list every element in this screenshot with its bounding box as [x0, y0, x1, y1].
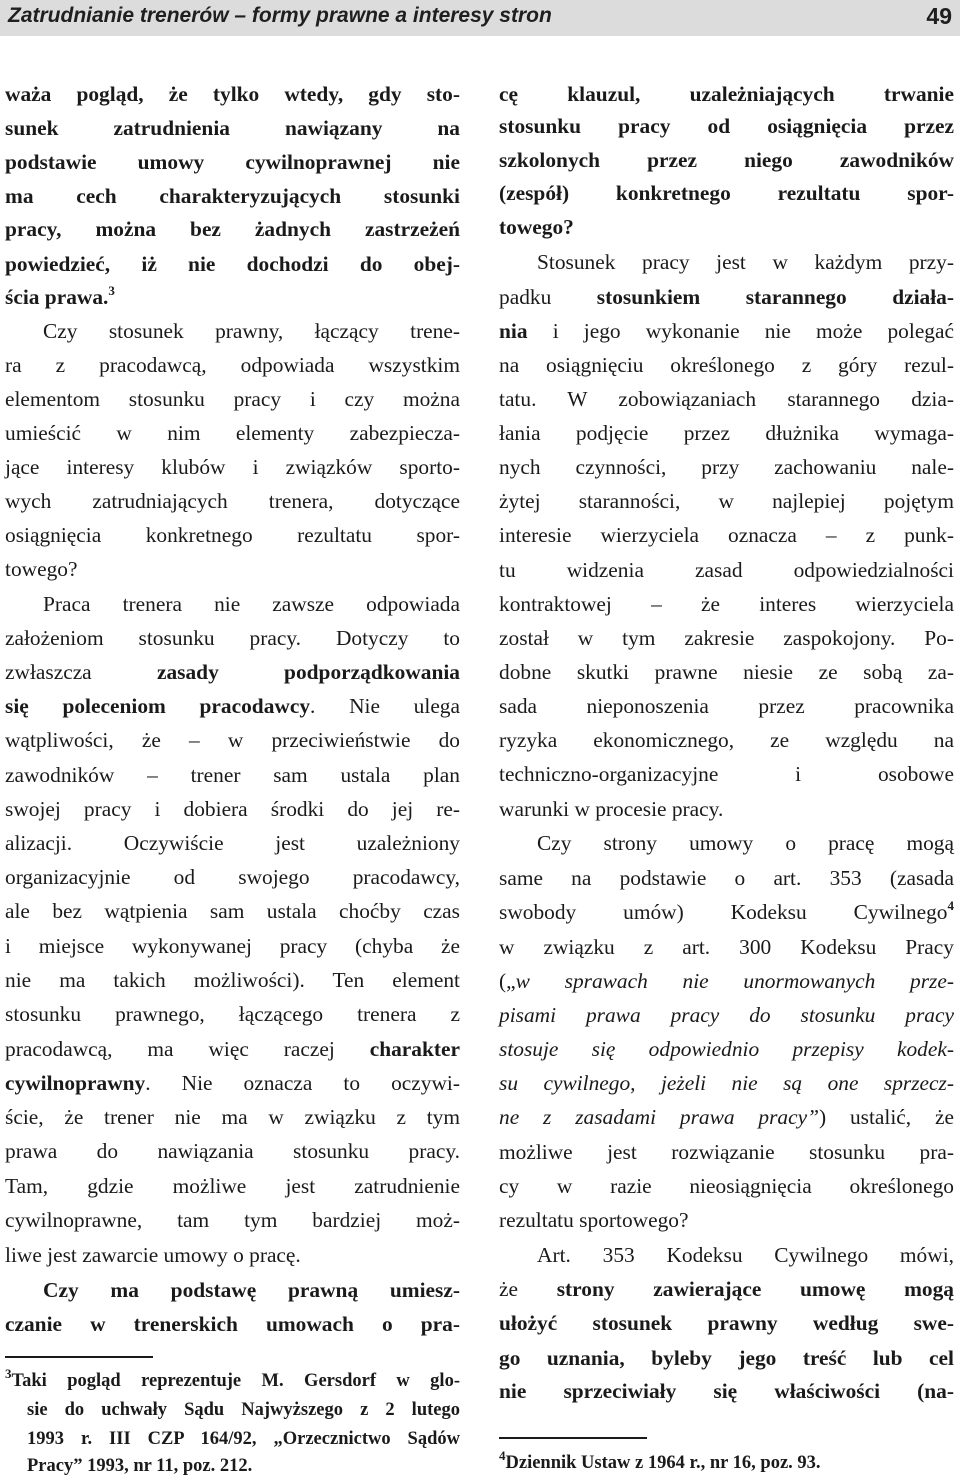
text-run: osiągnięcia konkretnego rezultatu spor- [5, 523, 460, 547]
text-run: kontraktowej – że interes wierzyciela [499, 592, 954, 616]
text-line [5, 212, 460, 246]
text-line [499, 998, 954, 1032]
text-run: prawa do nawiązania stosunku pracy. [5, 1139, 460, 1163]
text-run: same na podstawie o art. 353 (zasada [499, 866, 954, 890]
text-run: . Nie ulega [310, 694, 460, 718]
text-line [499, 77, 954, 111]
footnote-number: 4 [499, 1448, 506, 1463]
bold-text: go uznania, byleby jego treść lub cel [499, 1346, 954, 1370]
text-line [5, 484, 460, 518]
bold-text: sunek zatrudnienia nawiązany na [5, 116, 460, 140]
text-run: organizacyjnie od swojego pracodawcy, [5, 865, 460, 889]
text-run: Czy stosunek prawny, łączący trene- [43, 319, 460, 343]
footnote-line [5, 1367, 460, 1396]
text-line [5, 382, 460, 416]
text-run: ) ustalić, że [819, 1105, 954, 1129]
text-line [5, 997, 460, 1031]
text-run: zawodników – trener sam ustala plan [5, 763, 460, 787]
text-line [499, 348, 954, 382]
text-line [5, 552, 460, 586]
text-run: zwłaszcza [5, 660, 157, 684]
footnote-text: Dziennik Ustaw z 1964 r., nr 16, poz. 93. [505, 1453, 821, 1473]
text-line [499, 280, 954, 314]
text-line [5, 1273, 460, 1307]
italic-text: ne z zasadami prawa pracy” [499, 1105, 819, 1129]
text-line [499, 143, 954, 177]
text-run: możliwe jest rozwiązanie stosunku pra- [499, 1140, 954, 1164]
text-line [5, 111, 460, 145]
text-run: został w tym zakresie zaspokojony. Po- [499, 626, 954, 650]
text-line [499, 723, 954, 757]
text-line [499, 1203, 954, 1237]
text-run: pracodawcą, ma więc raczej [5, 1037, 370, 1061]
text-run: żytej staranności, w najlepiej pojętym [499, 489, 954, 513]
footnote-text: 1993 r. III CZP 164/92, „Orzecznictwo Sądów [27, 1429, 460, 1449]
text-run: założeniom stosunku pracy. Dotyczy to [5, 626, 460, 650]
bold-text: szkolonych przez niego zawodników [499, 148, 954, 172]
text-line [499, 245, 954, 279]
text-run: elementom stosunku pracy i czy można [5, 387, 460, 411]
text-line [5, 963, 460, 997]
bold-text: podstawie umowy cywilnoprawnej nie [5, 150, 460, 174]
text-run: wątpliwości, że – w przeciwieństwie do [5, 728, 460, 752]
bold-text: ma cech charakteryzujących stosunki [5, 184, 460, 208]
bold-text: cywilnoprawny [5, 1071, 146, 1095]
bold-text: powiedzieć, iż nie dochodzi do obej- [5, 252, 460, 276]
footnote-line [5, 1452, 460, 1481]
text-line [499, 314, 954, 348]
text-line [499, 792, 954, 826]
text-line [5, 689, 460, 723]
text-run: cywilnoprawne, tam tym bardziej moż- [5, 1208, 460, 1232]
bold-text: Czy ma podstawę prawną umiesz- [43, 1278, 460, 1302]
footnote-line [499, 1449, 954, 1478]
text-run: że [499, 1277, 557, 1301]
text-line [499, 1238, 954, 1272]
text-line [5, 1066, 460, 1100]
text-run: jące interesy klubów i związków sporto- [5, 455, 460, 479]
footnote-text: sie do uchwały Sądu Najwyższego z 2 lutego [27, 1400, 460, 1420]
bold-text: się poleceniom pracodawcy [5, 694, 311, 718]
text-run: tatu. W zobowiązaniach starannego dzia- [499, 387, 954, 411]
bold-text: pracy, można bez żadnych zastrzeżeń [5, 217, 460, 241]
text-line [5, 587, 460, 621]
bold-text: czanie w trenerskich umowach o pra- [5, 1312, 460, 1336]
text-run: i jego wykonanie nie może polegać [527, 319, 954, 343]
text-run: padku [499, 285, 597, 309]
text-line [5, 145, 460, 179]
footnote-text: Taki pogląd reprezentuje M. Gersdorf w glo- [11, 1371, 460, 1391]
text-line [5, 655, 460, 689]
text-line [5, 416, 460, 450]
text-line [499, 450, 954, 484]
text-line [499, 826, 954, 860]
text-run: umieścić w nim elementy zabezpiecza- [5, 421, 460, 445]
text-line [499, 109, 954, 143]
text-line [5, 860, 460, 894]
page-number: 49 [926, 3, 952, 29]
text-line [499, 895, 954, 929]
text-line [499, 1169, 954, 1203]
bold-text: towego? [499, 215, 574, 239]
text-line [499, 1100, 954, 1134]
running-header [0, 0, 960, 36]
text-run: stosunku prawnego, łączącego trenera z [5, 1002, 460, 1026]
text-run: rezultatu sportowego? [499, 1208, 689, 1232]
text-line [5, 179, 460, 213]
text-run: alizacji. Oczywiście jest uzależniony [5, 831, 460, 855]
text-line [499, 176, 954, 210]
bold-text: cę klauzul, uzależniających trwanie [499, 82, 954, 106]
text-line [5, 929, 460, 963]
text-line [499, 655, 954, 689]
text-line [5, 621, 460, 655]
text-line [5, 450, 460, 484]
text-line [499, 1135, 954, 1169]
bold-text: stosunku pracy od osiągnięcia przez [499, 114, 954, 138]
text-line [5, 348, 460, 382]
text-line [499, 930, 954, 964]
footnote-rule [5, 1356, 153, 1358]
text-run: ale bez wątpienia sam ustala choćby czas [5, 899, 460, 923]
text-run: swojej pracy i dobiera środki do jej re- [5, 797, 460, 821]
text-line [5, 314, 460, 348]
text-run: wych zatrudniających trenera, dotyczące [5, 489, 460, 513]
text-line [499, 587, 954, 621]
text-line [5, 280, 460, 314]
text-line [5, 1032, 460, 1066]
footnote-line [5, 1425, 460, 1454]
text-run: sada nieponoszenia przez pracownika [499, 694, 954, 718]
text-line [499, 210, 954, 244]
bold-text: stosunkiem starannego działa- [596, 285, 954, 309]
footnote-ref: 4 [947, 898, 954, 913]
text-line [5, 1169, 460, 1203]
text-line [499, 382, 954, 416]
text-line [5, 758, 460, 792]
text-run: swobody umów) Kodeksu Cywilnego [499, 900, 948, 924]
bold-text: ścia prawa. [5, 285, 109, 309]
bold-text: strony zawierające umowę mogą [556, 1277, 954, 1301]
text-line [499, 757, 954, 791]
text-line [499, 1341, 954, 1375]
text-line [5, 1307, 460, 1341]
text-run: warunki w procesie pracy. [499, 797, 724, 821]
text-run: nych czynności, przy zachowaniu nale- [499, 455, 954, 479]
text-run: Tam, gdzie możliwe jest zatrudnienie [5, 1174, 460, 1198]
text-run: („ [499, 969, 516, 993]
text-line [5, 894, 460, 928]
text-run: dobne skutki prawne niesie ze sobą za- [499, 660, 954, 684]
text-run: interesie wierzyciela oznacza – z punk- [499, 523, 954, 547]
text-line [5, 792, 460, 826]
text-run: i miejsce wykonywanej pracy (chyba że [5, 934, 460, 958]
text-run: Czy strony umowy o pracę mogą [537, 831, 954, 855]
text-run: łania podjęcie przez dłużnika wymaga- [499, 421, 954, 445]
footnote-rule [499, 1437, 647, 1439]
text-line [499, 416, 954, 450]
footnote-text: Pracy” 1993, nr 11, poz. 212. [27, 1456, 253, 1476]
text-run: cy w razie nieosiągnięcia określonego [499, 1174, 954, 1198]
text-line [499, 484, 954, 518]
text-run: na osiągnięciu określonego z góry rezul- [499, 353, 954, 377]
italic-text: su cywilnego, jeżeli nie są one sprzecz- [499, 1071, 954, 1095]
text-run: towego? [5, 557, 78, 581]
text-line [499, 553, 954, 587]
text-line [499, 964, 954, 998]
text-line [499, 1306, 954, 1340]
text-line [499, 1272, 954, 1306]
footnote-line [5, 1396, 460, 1425]
text-run: liwe jest zawarcie umowy o pracę. [5, 1243, 301, 1267]
text-line [499, 1032, 954, 1066]
text-run: nie ma takich możliwości). Ten element [5, 968, 460, 992]
bold-text: nie sprzeciwiały się właściwości (na- [499, 1379, 954, 1403]
text-line [5, 1100, 460, 1134]
text-run: ra z pracodawcą, odpowiada wszystkim [5, 353, 460, 377]
text-line [499, 1066, 954, 1100]
text-line [5, 1134, 460, 1168]
bold-text: waża pogląd, że tylko wtedy, gdy sto- [5, 82, 460, 106]
text-line [5, 518, 460, 552]
text-line [5, 77, 460, 111]
text-line [499, 621, 954, 655]
bold-text: charakter [369, 1037, 460, 1061]
italic-text: w sprawach nie unormowanych prze- [515, 969, 954, 993]
text-run: ście, że trener nie ma w związku z tym [5, 1105, 460, 1129]
text-run: . Nie oznacza to oczywi- [145, 1071, 460, 1095]
text-line [5, 1238, 460, 1272]
header-title: Zatrudnianie trenerów – formy prawne a interesy stron [8, 4, 552, 27]
text-line [5, 723, 460, 757]
bold-text: nia [499, 319, 528, 343]
italic-text: pisami prawa pracy do stosunku pracy [499, 1003, 954, 1027]
text-run: Stosunek pracy jest w każdym przy- [537, 250, 954, 274]
text-line [499, 518, 954, 552]
text-run: tu widzenia zasad odpowiedzialności [499, 558, 954, 582]
bold-text: (zespół) konkretnego rezultatu spor- [499, 181, 954, 205]
text-run: techniczno-organizacyjne i osobowe [499, 762, 954, 786]
text-run: Praca trenera nie zawsze odpowiada [43, 592, 460, 616]
footnote-number: 3 [5, 1366, 12, 1381]
text-line [5, 247, 460, 281]
text-run: ryzyka ekonomicznego, ze względu na [499, 728, 954, 752]
italic-text: stosuje się odpowiednio przepisy kodek- [499, 1037, 954, 1061]
text-line [499, 1374, 954, 1408]
text-line [5, 1203, 460, 1237]
text-line [499, 861, 954, 895]
text-run: w związku z art. 300 Kodeksu Pracy [499, 935, 954, 959]
text-line [5, 826, 460, 860]
bold-text: zasady podporządkowania [156, 660, 460, 684]
footnote-ref: 3 [108, 283, 115, 298]
bold-text: ułożyć stosunek prawny według swe- [499, 1311, 954, 1335]
text-run: Art. 353 Kodeksu Cywilnego mówi, [537, 1243, 954, 1267]
text-line [499, 689, 954, 723]
